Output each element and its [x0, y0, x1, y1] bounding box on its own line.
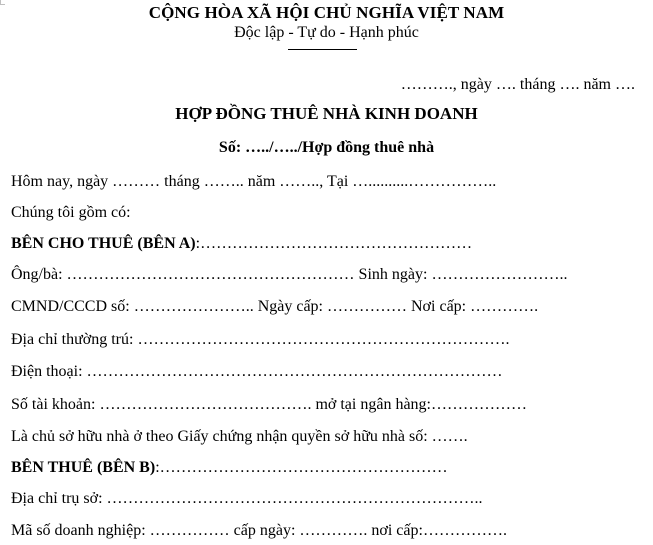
- parties-intro: Chúng tôi gồm có:: [11, 204, 131, 221]
- party-a-heading: BÊN CHO THUÊ (BÊN A): [11, 235, 196, 252]
- party-a-phone-line: Điện thoại: ……………………………………………………………………: [11, 363, 503, 380]
- contract-title: HỢP ĐỒNG THUÊ NHÀ KINH DOANH: [175, 104, 478, 123]
- party-a-account-line: Số tài khoản: …………………………………. mở tại ngân hàng:………………: [11, 396, 527, 413]
- party-a-address-line: Địa chỉ thường trú: …………………………………………………………….: [11, 331, 510, 348]
- party-a-owner-line: Là chủ sở hữu nhà ở theo Giấy chứng nhận quyền sở hữu nhà số: …….: [11, 428, 468, 445]
- party-a-id-line: CMND/CCCD số: ………………….. Ngày cấp: …………… Nơi cấp: ………….: [11, 298, 539, 315]
- motto-underline: [288, 49, 357, 50]
- contract-number: Số: …../…../Hợp đồng thuê nhà: [218, 139, 435, 156]
- party-b-heading-dots: :………………………………………………: [155, 459, 448, 476]
- party-a-name-line: Ông/bà: ……………………………………………… Sinh ngày: ……………………..: [11, 266, 568, 283]
- national-title: CỘNG HÒA XÃ HỘI CHỦ NGHĨA VIỆT NAM: [148, 3, 505, 22]
- national-motto: Độc lập - Tự do - Hạnh phúc: [234, 24, 419, 41]
- intro-line: Hôm nay, ngày ……… tháng …….. năm …….., Tại …..........……………..: [11, 173, 497, 190]
- party-b-heading-line: [11, 458, 448, 478]
- party-a-heading-dots: :……………………………………………: [195, 235, 473, 252]
- party-b-heading: BÊN THUÊ (BÊN B): [11, 459, 156, 476]
- party-b-address-line: Địa chỉ trụ sở: ……………………………………………………………..: [11, 490, 483, 507]
- party-a-heading-line: [11, 234, 472, 254]
- party-b-tax-line: Mã số doanh nghiệp: …………… cấp ngày: …………. nơi cấp:…………….: [11, 522, 507, 539]
- date-place-line: ………., ngày …. tháng …. năm ….: [400, 76, 635, 93]
